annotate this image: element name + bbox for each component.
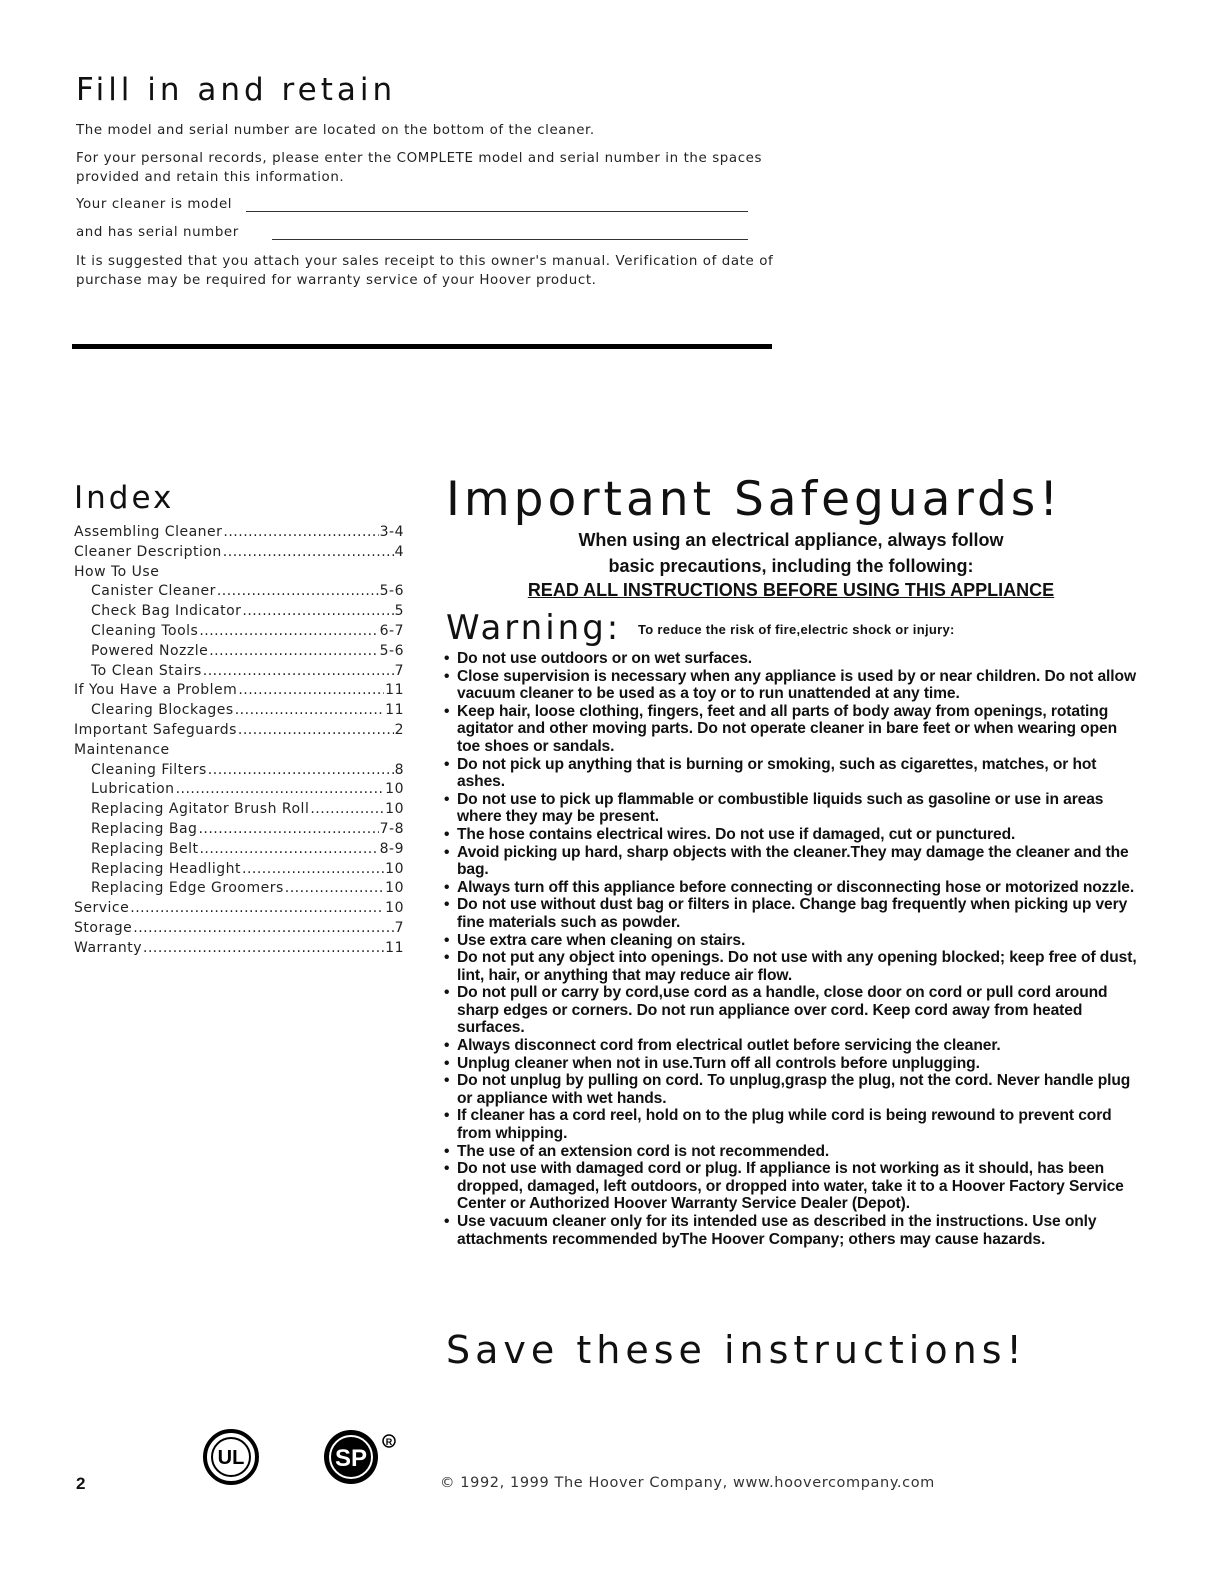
index-page: 11 (385, 682, 404, 699)
index-item (74, 742, 404, 762)
fill-in-title: Fill in and retain (76, 72, 397, 108)
index-page: 5-6 (379, 642, 404, 659)
index-item (74, 861, 404, 881)
index-page: 10 (385, 900, 404, 917)
index-list (74, 524, 404, 960)
safeguard-item: • Use vacuum cleaner only for its intended use as described in the instructions. Use only attachments recommended byThe Hoover Company; others may cause hazards. (443, 1213, 1143, 1248)
leader-dots (133, 920, 393, 936)
index-label: Maintenance (74, 741, 170, 758)
index-page: 5 (394, 603, 404, 620)
index-item (74, 524, 404, 544)
read-instructions-heading: READ ALL INSTRUCTIONS BEFORE USING THIS APPLIANCE (527, 580, 1055, 600)
safeguard-item: • Always disconnect cord from electrical outlet before servicing the cleaner. (443, 1037, 1143, 1055)
page-number: 2 (76, 1474, 86, 1493)
index-label: To Clean Stairs (91, 662, 202, 679)
model-blank-line (246, 211, 748, 212)
svg-text:R: R (385, 1437, 393, 1447)
index-label: Lubrication (91, 781, 175, 798)
index-item (74, 841, 404, 861)
index-page: 7-8 (379, 820, 404, 837)
index-label: Check Bag Indicator (91, 603, 242, 620)
safeguard-item: • Do not use outdoors or on wet surfaces. (443, 650, 1143, 668)
index-title: Index (74, 480, 175, 516)
leader-dots (223, 524, 378, 540)
safeguard-item: • Do not pick up anything that is burning or smoking, such as cigarettes, matches, or hot ashes. (443, 756, 1143, 791)
index-label: Replacing Agitator Brush Roll (91, 801, 310, 818)
safeguard-item: • If cleaner has a cord reel, hold on to the plug while cord is being rewound to prevent cord from whipping. (443, 1107, 1143, 1142)
index-label: Important Safeguards (74, 721, 237, 738)
safeguard-item: • Do not pull or carry by cord,use cord as a handle, close door on cord or pull cord around sharp edges or corners. Do not run appliance over cord. Keep cord away from heated surfaces. (443, 984, 1143, 1037)
leader-dots (223, 544, 394, 560)
receipt-note: It is suggested that you attach your sales receipt to this owner's manual. Verification of date of purchase may be required for warranty service of your Hoover product. (76, 254, 774, 288)
index-item (74, 762, 404, 782)
index-label: Replacing Headlight (91, 860, 241, 877)
safeguard-item: • Keep hair, loose clothing, fingers, feet and all parts of body away from openings, rotating agitator and other moving parts. Do not operate cleaner in bare feet or when wearing open toe shoes or sandals. (443, 703, 1143, 756)
safeguard-item: • Unplug cleaner when not in use.Turn off all controls before unplugging. (443, 1055, 1143, 1073)
csa-logo-text: SP (334, 1445, 368, 1472)
index-label: Assembling Cleaner (74, 524, 223, 540)
index-page: 5-6 (379, 583, 404, 600)
records-note: For your personal records, please enter the COMPLETE model and serial number in the spaces provided and retain this information. (76, 151, 763, 185)
index-item (74, 801, 404, 821)
index-page: 3-4 (379, 524, 404, 540)
csa-logo-icon (322, 1428, 402, 1486)
leader-dots (235, 702, 384, 718)
index-item (74, 564, 404, 584)
safeguard-item: • Do not use to pick up flammable or combustible liquids such as gasoline or use in areas where they may be present. (443, 791, 1143, 826)
index-label: Replacing Edge Groomers (91, 880, 284, 897)
warning-heading: Warning: (446, 608, 622, 648)
safeguard-item: • The hose contains electrical wires. Do not use if damaged, cut or punctured. (443, 826, 1143, 844)
safeguard-item: • Do not put any object into openings. Do not use with any opening blocked; keep free of dust, lint, hair, or anything that may reduce air flow. (443, 949, 1143, 984)
index-page: 4 (394, 543, 404, 560)
leader-dots (130, 900, 384, 916)
safeguard-item: • Use extra care when cleaning on stairs. (443, 932, 1143, 950)
index-page: 10 (385, 801, 404, 818)
index-label: Warranty (74, 939, 143, 956)
index-page: 11 (385, 939, 404, 956)
leader-dots (208, 762, 394, 778)
index-item (74, 643, 404, 663)
index-page: 8-9 (379, 840, 404, 857)
index-label: Canister Cleaner (91, 583, 216, 600)
index-page: 7 (394, 919, 404, 936)
safeguard-item: • Always turn off this appliance before connecting or disconnecting hose or motorized nozzle. (443, 879, 1143, 897)
safeguard-item: • Close supervision is necessary when any appliance is used by or near children. Do not allow vacuum cleaner to be used as a toy or to run unattended at any time. (443, 668, 1143, 703)
safeguard-item: • Do not unplug by pulling on cord. To unplug,grasp the plug, not the cord. Never handle plug or appliance with wet hands. (443, 1072, 1143, 1107)
index-item (74, 900, 404, 920)
leader-dots (285, 880, 384, 896)
index-item (74, 663, 404, 683)
index-item (74, 544, 404, 564)
index-page: 10 (385, 860, 404, 877)
index-item (74, 821, 404, 841)
index-item (74, 623, 404, 643)
index-label: Cleaner Description (74, 543, 222, 560)
leader-dots (203, 663, 394, 679)
index-item (74, 940, 404, 960)
index-label: If You Have a Problem (74, 682, 238, 699)
index-item (74, 920, 404, 940)
leader-dots (238, 722, 394, 738)
safeguard-item: • Do not use without dust bag or filters in place. Change bag frequently when picking up very fine materials such as powder. (443, 896, 1143, 931)
leader-dots (198, 821, 378, 837)
safeguards-title: Important Safeguards! (446, 472, 1063, 527)
copyright-text: © 1992, 1999 The Hoover Company, www.hoovercompany.com (440, 1475, 935, 1491)
safeguard-item: • The use of an extension cord is not recommended. (443, 1143, 1143, 1161)
index-label: How To Use (74, 563, 160, 580)
index-label: Replacing Belt (91, 840, 199, 857)
warning-subtext: To reduce the risk of fire,electric shock or injury: (638, 622, 955, 637)
safeguard-item: • Do not use with damaged cord or plug. If appliance is not working as it should, has been dropped, damaged, left outdoors, or dropped into water, take it to a Hoover Factory Service Center or Authorized Hoover Warranty Service Dealer (Depot). (443, 1160, 1143, 1213)
index-item (74, 603, 404, 623)
leader-dots (310, 801, 384, 817)
save-instructions-title: Save these instructions! (446, 1328, 1027, 1372)
model-label: Your cleaner is model (76, 197, 233, 212)
serial-blank-line (272, 239, 748, 240)
leader-dots (209, 643, 378, 659)
leader-dots (143, 940, 384, 956)
leader-dots (217, 583, 379, 599)
ul-logo-text: UL (217, 1447, 245, 1469)
safeguard-item: • Avoid picking up hard, sharp objects with the cleaner.They may damage the cleaner and the bag. (443, 844, 1143, 879)
index-page: 10 (385, 781, 404, 798)
index-page: 8 (394, 761, 404, 778)
index-label: Clearing Blockages (91, 702, 234, 719)
leader-dots (242, 603, 393, 619)
index-page: 10 (385, 880, 404, 897)
index-label: Storage (74, 919, 133, 936)
leader-dots (238, 682, 384, 698)
index-label: Cleaning Tools (91, 622, 199, 639)
index-page: 2 (394, 721, 404, 738)
index-item (74, 583, 404, 603)
leader-dots (242, 861, 384, 877)
index-page: 11 (385, 702, 404, 719)
serial-label: and has serial number (76, 225, 239, 240)
index-item (74, 702, 404, 722)
index-item (74, 722, 404, 742)
index-item (74, 880, 404, 900)
location-note: The model and serial number are located on the bottom of the cleaner. (76, 123, 595, 138)
leader-dots (176, 781, 385, 797)
index-label: Service (74, 900, 130, 917)
index-page: 6-7 (379, 622, 404, 639)
index-item (74, 682, 404, 702)
leader-dots (199, 841, 378, 857)
index-item (74, 781, 404, 801)
safeguards-intro-line1: When using an electrical appliance, always follow (578, 530, 1004, 550)
ul-logo-icon (202, 1428, 260, 1486)
section-divider (72, 344, 772, 349)
index-label: Powered Nozzle (91, 642, 209, 659)
index-label: Cleaning Filters (91, 761, 207, 778)
safeguards-intro-line2: basic precautions, including the following: (608, 556, 974, 576)
index-label: Replacing Bag (91, 820, 198, 837)
leader-dots (199, 623, 378, 639)
index-page: 7 (394, 662, 404, 679)
safeguards-list (443, 650, 1143, 1248)
